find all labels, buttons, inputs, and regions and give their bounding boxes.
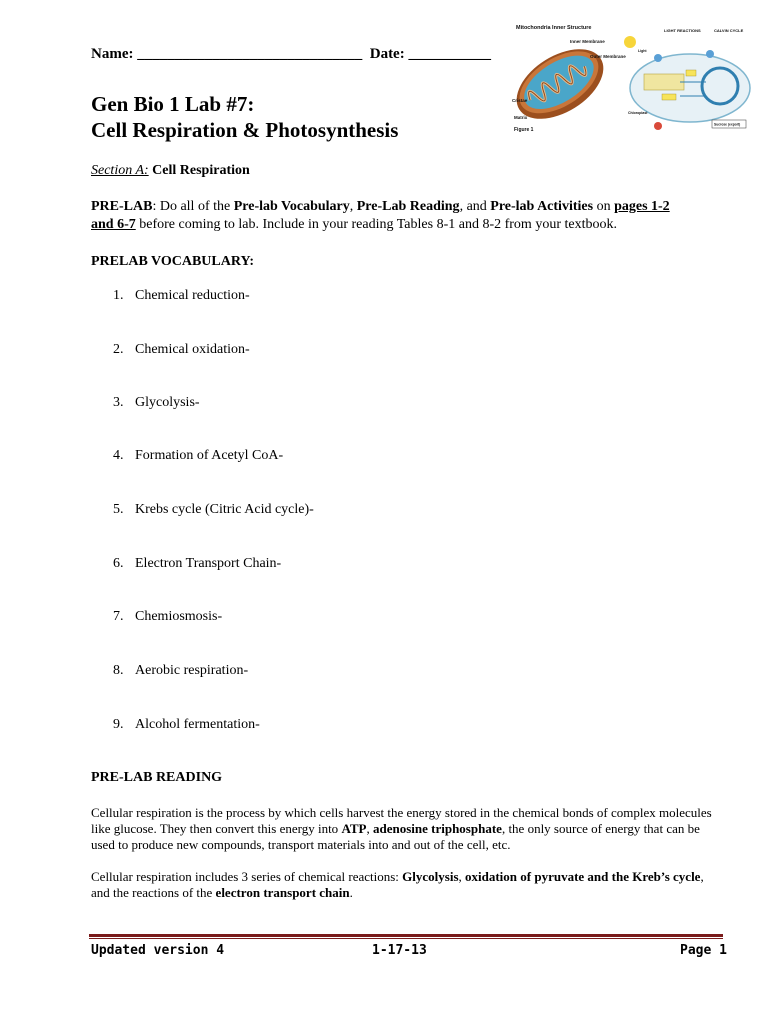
reading-atp: ATP [341,821,367,836]
reading-glycolysis: Glycolysis [402,869,459,884]
prelab-pages-1: pages 1-2 [614,199,670,214]
page-title [91,91,398,143]
prelab-pages-2: and 6-7 [91,217,136,232]
vocab-text: Formation of Acetyl CoA- [135,448,284,463]
footer-date: 1-17-13 [372,943,427,958]
section-a-label: Section A: [91,163,149,178]
vocab-text: Glycolysis- [135,395,200,410]
vocab-item [113,448,283,464]
vocab-item [113,663,248,679]
label-calvin-cycle: CALVIN CYCLE [714,28,744,33]
label-chloroplast: Chloroplast [628,111,648,115]
prelab-activities-ref: Pre-lab Activities [490,199,594,214]
vocab-item [113,502,314,518]
figure1-caption: Figure 1 [514,127,534,133]
prelab-paragraph [91,198,731,234]
footer-rule-thin [89,938,723,939]
prelab-lead: PRE-LAB [91,199,153,214]
vocab-item [113,556,281,572]
prelab-reading-ref: Pre-Lab Reading [356,199,460,214]
prelab-vocab-ref: Pre-lab Vocabulary [233,199,350,214]
reading-text: , the only source of energy that can be used to produce new compounds, transport materials into and out of the cell, etc. [91,821,700,852]
vocab-text: Aerobic respiration- [135,663,249,678]
vocab-text: Chemical reduction- [135,288,250,303]
reading-text: , [366,821,373,836]
reading-adenosine: adenosine triphosphate [372,821,502,836]
vocab-num: 3. [113,395,124,410]
reading-text: Cellular respiration includes 3 series of chemical reactions: [91,869,403,884]
reading-text: , [458,869,466,884]
label-outer: Outer Membrane [590,54,626,59]
reading-heading: PRE-LAB READING [91,770,223,785]
footer-rule [89,934,723,937]
footer-version: Updated version 4 [91,943,225,958]
reading-text: . [349,885,353,900]
name-blank: ______________________________ [137,46,363,62]
prelab-on: on [593,199,615,214]
label-inner: Inner Membrane [570,39,605,44]
photosynthesis-diagram [620,24,750,136]
date-blank: ___________ [408,46,491,62]
vocab-text: Krebs cycle (Citric Acid cycle)- [135,502,314,517]
vocab-num: 7. [113,609,124,624]
vocab-item [113,288,250,304]
reading-text: Cellular respiration is the process by which cells harvest the energy stored in the chemical bonds of complex molecules like glucose. They then convert this energy into [91,805,712,836]
prelab-comma: , [349,199,357,214]
vocab-num: 9. [113,717,124,732]
reading-text: , and the reactions of the [91,869,704,900]
label-matrix: Matrix [514,115,528,120]
vocab-item [113,395,200,411]
section-a-title: Cell Respiration [152,163,250,178]
mitochondria-figure [508,22,626,144]
prelab-text: : Do all of the [152,199,234,214]
reading-oxidation: oxidation of pyruvate and the Kreb’s cycle [465,869,701,884]
date-label: Date: [369,46,405,62]
name-label: Name: [91,46,134,62]
vocab-num: 1. [113,288,124,303]
section-a-heading [91,162,731,180]
label-light: Light [638,49,647,53]
reading-etc: electron transport chain [215,885,350,900]
vocab-text: Chemical oxidation- [135,342,250,357]
vocab-text: Electron Transport Chain- [135,556,282,571]
vocab-item [113,342,250,358]
vocab-text: Alcohol fermentation- [135,717,260,732]
reading-paragraph-1 [91,805,721,853]
vocab-num: 5. [113,502,124,517]
vocab-text: Chemiosmosis- [135,609,223,624]
title-line-1: Gen Bio 1 Lab #7: [91,92,255,116]
vocab-num: 8. [113,663,124,678]
name-date-line [91,46,491,63]
vocab-item [113,717,260,733]
title-line-2: Cell Respiration & Photosynthesis [91,118,399,142]
label-light-reactions: LIGHT REACTIONS [664,28,701,33]
vocab-item [113,609,222,625]
vocab-num: 4. [113,448,124,463]
vocab-num: 6. [113,556,124,571]
figure1-title: Mitochondria Inner Structure [516,25,592,31]
label-sucrose: Sucrose (export) [714,122,741,127]
vocab-heading: PRELAB VOCABULARY: [91,254,254,269]
footer-page-number: Page 1 [680,943,727,958]
prelab-rest: before coming to lab. Include in your reading Tables 8-1 and 8-2 from your textbook. [135,217,617,232]
reading-paragraph-2 [91,869,721,901]
vocab-num: 2. [113,342,124,357]
label-cristae: Cristae [512,98,528,103]
prelab-and: , and [459,199,491,214]
